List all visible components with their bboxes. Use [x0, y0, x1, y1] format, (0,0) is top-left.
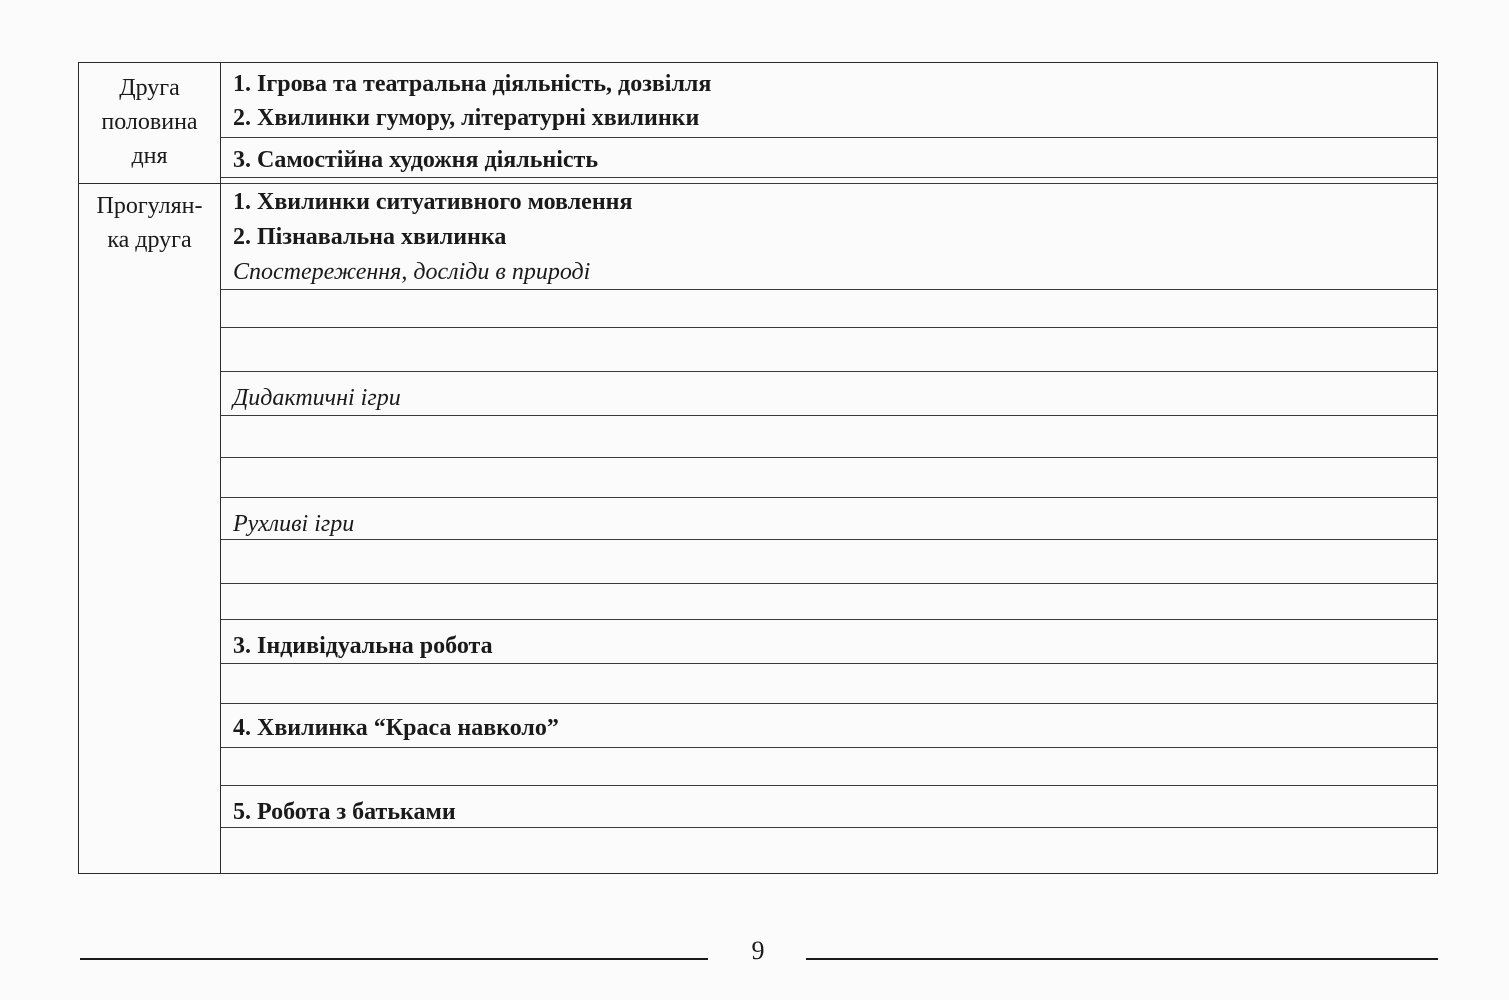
period-afternoon-line-1: Друга	[119, 75, 180, 101]
afternoon-item-2: 2. Хвилинки гумору, літературні хвилинки	[233, 105, 700, 131]
ruled-line	[221, 703, 1437, 704]
walk-item-5: 5. Робота з батьками	[233, 799, 456, 825]
period-walk-line-2: ка друга	[107, 227, 192, 253]
period-divider	[79, 183, 220, 184]
ruled-line	[221, 619, 1437, 620]
ruled-line	[221, 327, 1437, 328]
ruled-line	[221, 371, 1437, 372]
period-afternoon-label	[79, 71, 220, 173]
ruled-line	[221, 583, 1437, 584]
footer-rule-right	[806, 958, 1438, 960]
ruled-line	[221, 177, 1437, 178]
period-column	[79, 63, 221, 873]
page-number: 9	[751, 936, 765, 965]
ruled-line	[221, 497, 1437, 498]
walk-item-2: 2. Пізнавальна хвилинка	[233, 224, 507, 250]
period-walk-line-1: Прогулян-	[96, 193, 203, 219]
planning-table	[78, 62, 1438, 874]
ruled-line	[221, 137, 1437, 138]
period-afternoon-line-3: дня	[131, 143, 168, 169]
period-afternoon-line-2: половина	[101, 109, 198, 135]
walk-item-1: 1. Хвилинки ситуативного мовлення	[233, 189, 633, 215]
observations-label: Спостереження, досліди в природі	[233, 259, 591, 285]
ruled-line	[221, 663, 1437, 664]
ruled-line	[221, 539, 1437, 540]
ruled-line	[221, 289, 1437, 290]
activities-column	[221, 63, 1437, 873]
afternoon-item-3: 3. Самостійна художня діяльність	[233, 147, 599, 173]
section-divider	[221, 183, 1437, 184]
walk-item-4: 4. Хвилинка “Краса навколо”	[233, 715, 559, 741]
active-games-label: Рухливі ігри	[233, 511, 355, 537]
ruled-line	[221, 785, 1437, 786]
ruled-line	[221, 415, 1437, 416]
walk-item-3: 3. Індивідуальна робота	[233, 633, 493, 659]
footer-rule-left	[80, 958, 708, 960]
didactic-games-label: Дидактичні ігри	[233, 385, 401, 411]
ruled-line	[221, 457, 1437, 458]
afternoon-item-1: 1. Ігрова та театральна діяльність, дозвілля	[233, 71, 712, 97]
ruled-line	[221, 747, 1437, 748]
ruled-line	[221, 827, 1437, 828]
period-walk-label	[79, 189, 220, 257]
